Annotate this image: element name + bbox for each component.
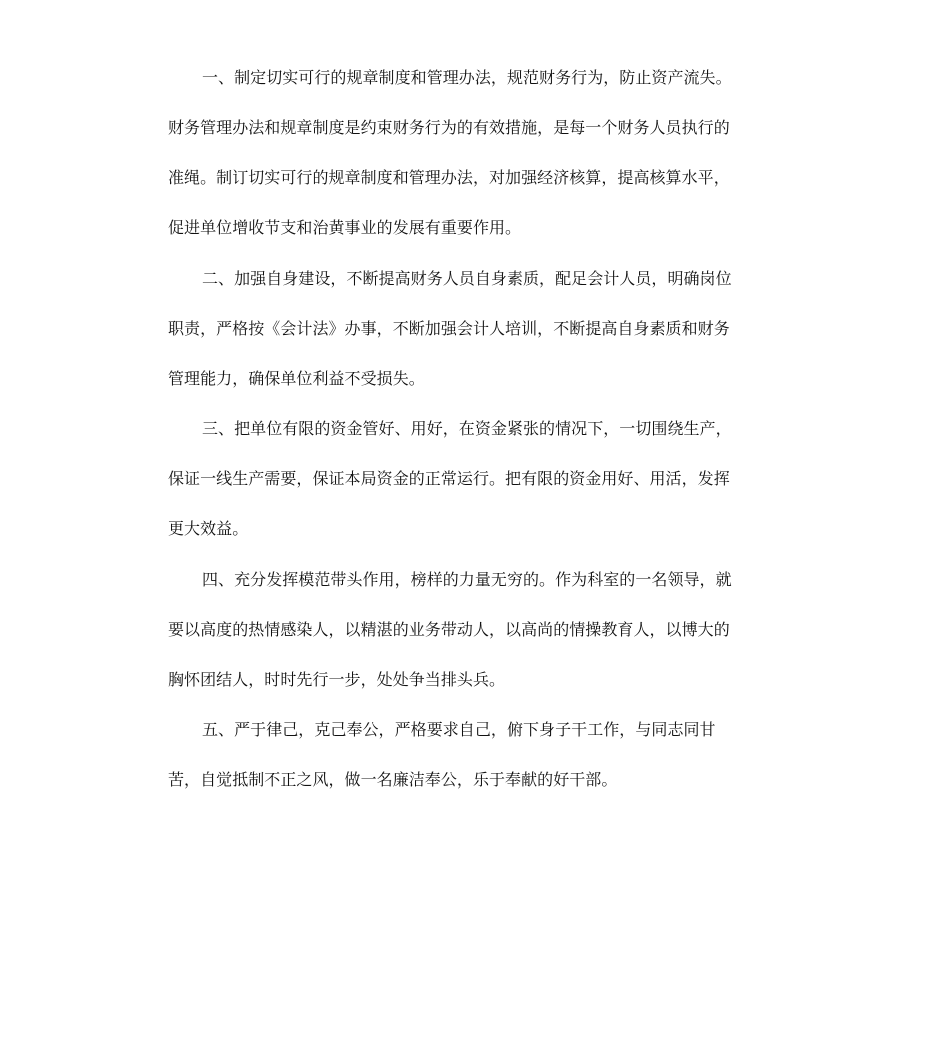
paragraph-5-line-2: 苦，自觉抵制不正之风，做一名廉洁奉公，乐于奉献的好干部。 xyxy=(168,770,618,789)
paragraph-1-line-1: 一、制定切实可行的规章制度和管理办法，规范财务行为，防止资产流失。 xyxy=(202,68,732,87)
paragraph-3-line-3: 更大效益。 xyxy=(168,519,249,538)
paragraph-2-line-3: 管理能力，确保单位利益不受损失。 xyxy=(168,369,425,388)
paragraph-3-line-2: 保证一线生产需要，保证本局资金的正常运行。把有限的资金用好、用活，发挥 xyxy=(168,469,730,488)
paragraph-4-line-1: 四、充分发挥模范带头作用，榜样的力量无穷的。作为科室的一名领导，就 xyxy=(202,570,732,589)
paragraph-1-line-4: 促进单位增收节支和治黄事业的发展有重要作用。 xyxy=(168,218,522,237)
paragraph-5-line-1: 五、严于律己，克己奉公，严格要求自己，俯下身子干工作，与同志同甘 xyxy=(202,720,716,739)
paragraph-4-line-3: 胸怀团结人，时时先行一步，处处争当排头兵。 xyxy=(168,670,506,689)
paragraph-2-line-2: 职责，严格按《会计法》办事，不断加强会计人培训，不断提高自身素质和财务 xyxy=(168,319,730,338)
paragraph-4-line-2: 要以高度的热情感染人，以精湛的业务带动人，以高尚的情操教育人，以博大的 xyxy=(168,620,730,639)
paragraph-3-line-1: 三、把单位有限的资金管好、用好，在资金紧张的情况下，一切围绕生产， xyxy=(202,419,732,438)
paragraph-1-line-3: 准绳。制订切实可行的规章制度和管理办法，对加强经济核算，提高核算水平， xyxy=(168,168,730,187)
paragraph-2-line-1: 二、加强自身建设，不断提高财务人员自身素质，配足会计人员，明确岗位 xyxy=(202,269,732,288)
paragraph-1-line-2: 财务管理办法和规章制度是约束财务行为的有效措施，是每一个财务人员执行的 xyxy=(168,118,730,137)
